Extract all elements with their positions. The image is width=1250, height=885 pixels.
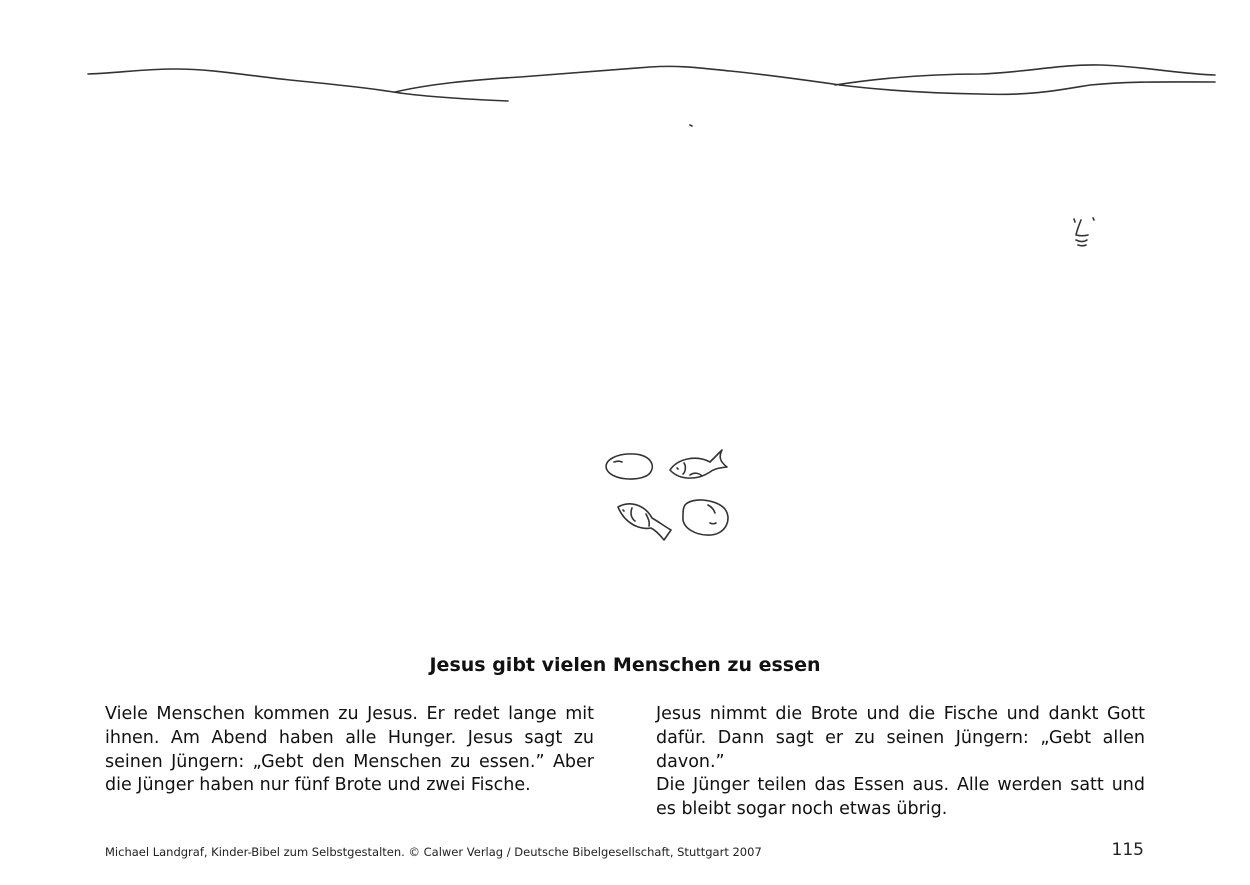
bread-loaf-icon: [606, 454, 652, 479]
bread-loaf-icon: [683, 500, 728, 535]
story-paragraph: Die Jünger teilen das Essen aus. Alle werden satt und es bleibt sogar noch etwas übrig.: [656, 775, 1145, 820]
fish-icon: [618, 504, 671, 540]
page-number: 115: [1111, 840, 1144, 860]
story-title: Jesus gibt vielen Menschen zu essen: [429, 654, 821, 676]
story-text-left-column: [105, 703, 594, 798]
jesus-face-sketch: [1074, 218, 1094, 246]
story-paragraph: Viele Menschen kommen zu Jesus. Er redet lange mit ihnen. Am Abend haben alle Hunger. Jesus sagt zu seinen Jüngern: „Gebt den Menschen zu essen.” Aber die Jünger haben nur fünf Brote und zwei Fische.: [105, 704, 594, 796]
hills-line-drawing: [88, 65, 1215, 126]
footer-credit: Michael Landgraf, Kinder-Bibel zum Selbstgestalten. © Calwer Verlag / Deutsche Bibelgesellschaft, Stuttgart 2007: [105, 845, 762, 859]
fish-icon: [670, 450, 727, 478]
story-text-right-column: [656, 703, 1145, 822]
story-paragraph: Jesus nimmt die Brote und die Fische und dankt Gott dafür. Dann sagt er zu seinen Jüngern: „Gebt allen davon.”: [656, 704, 1145, 772]
